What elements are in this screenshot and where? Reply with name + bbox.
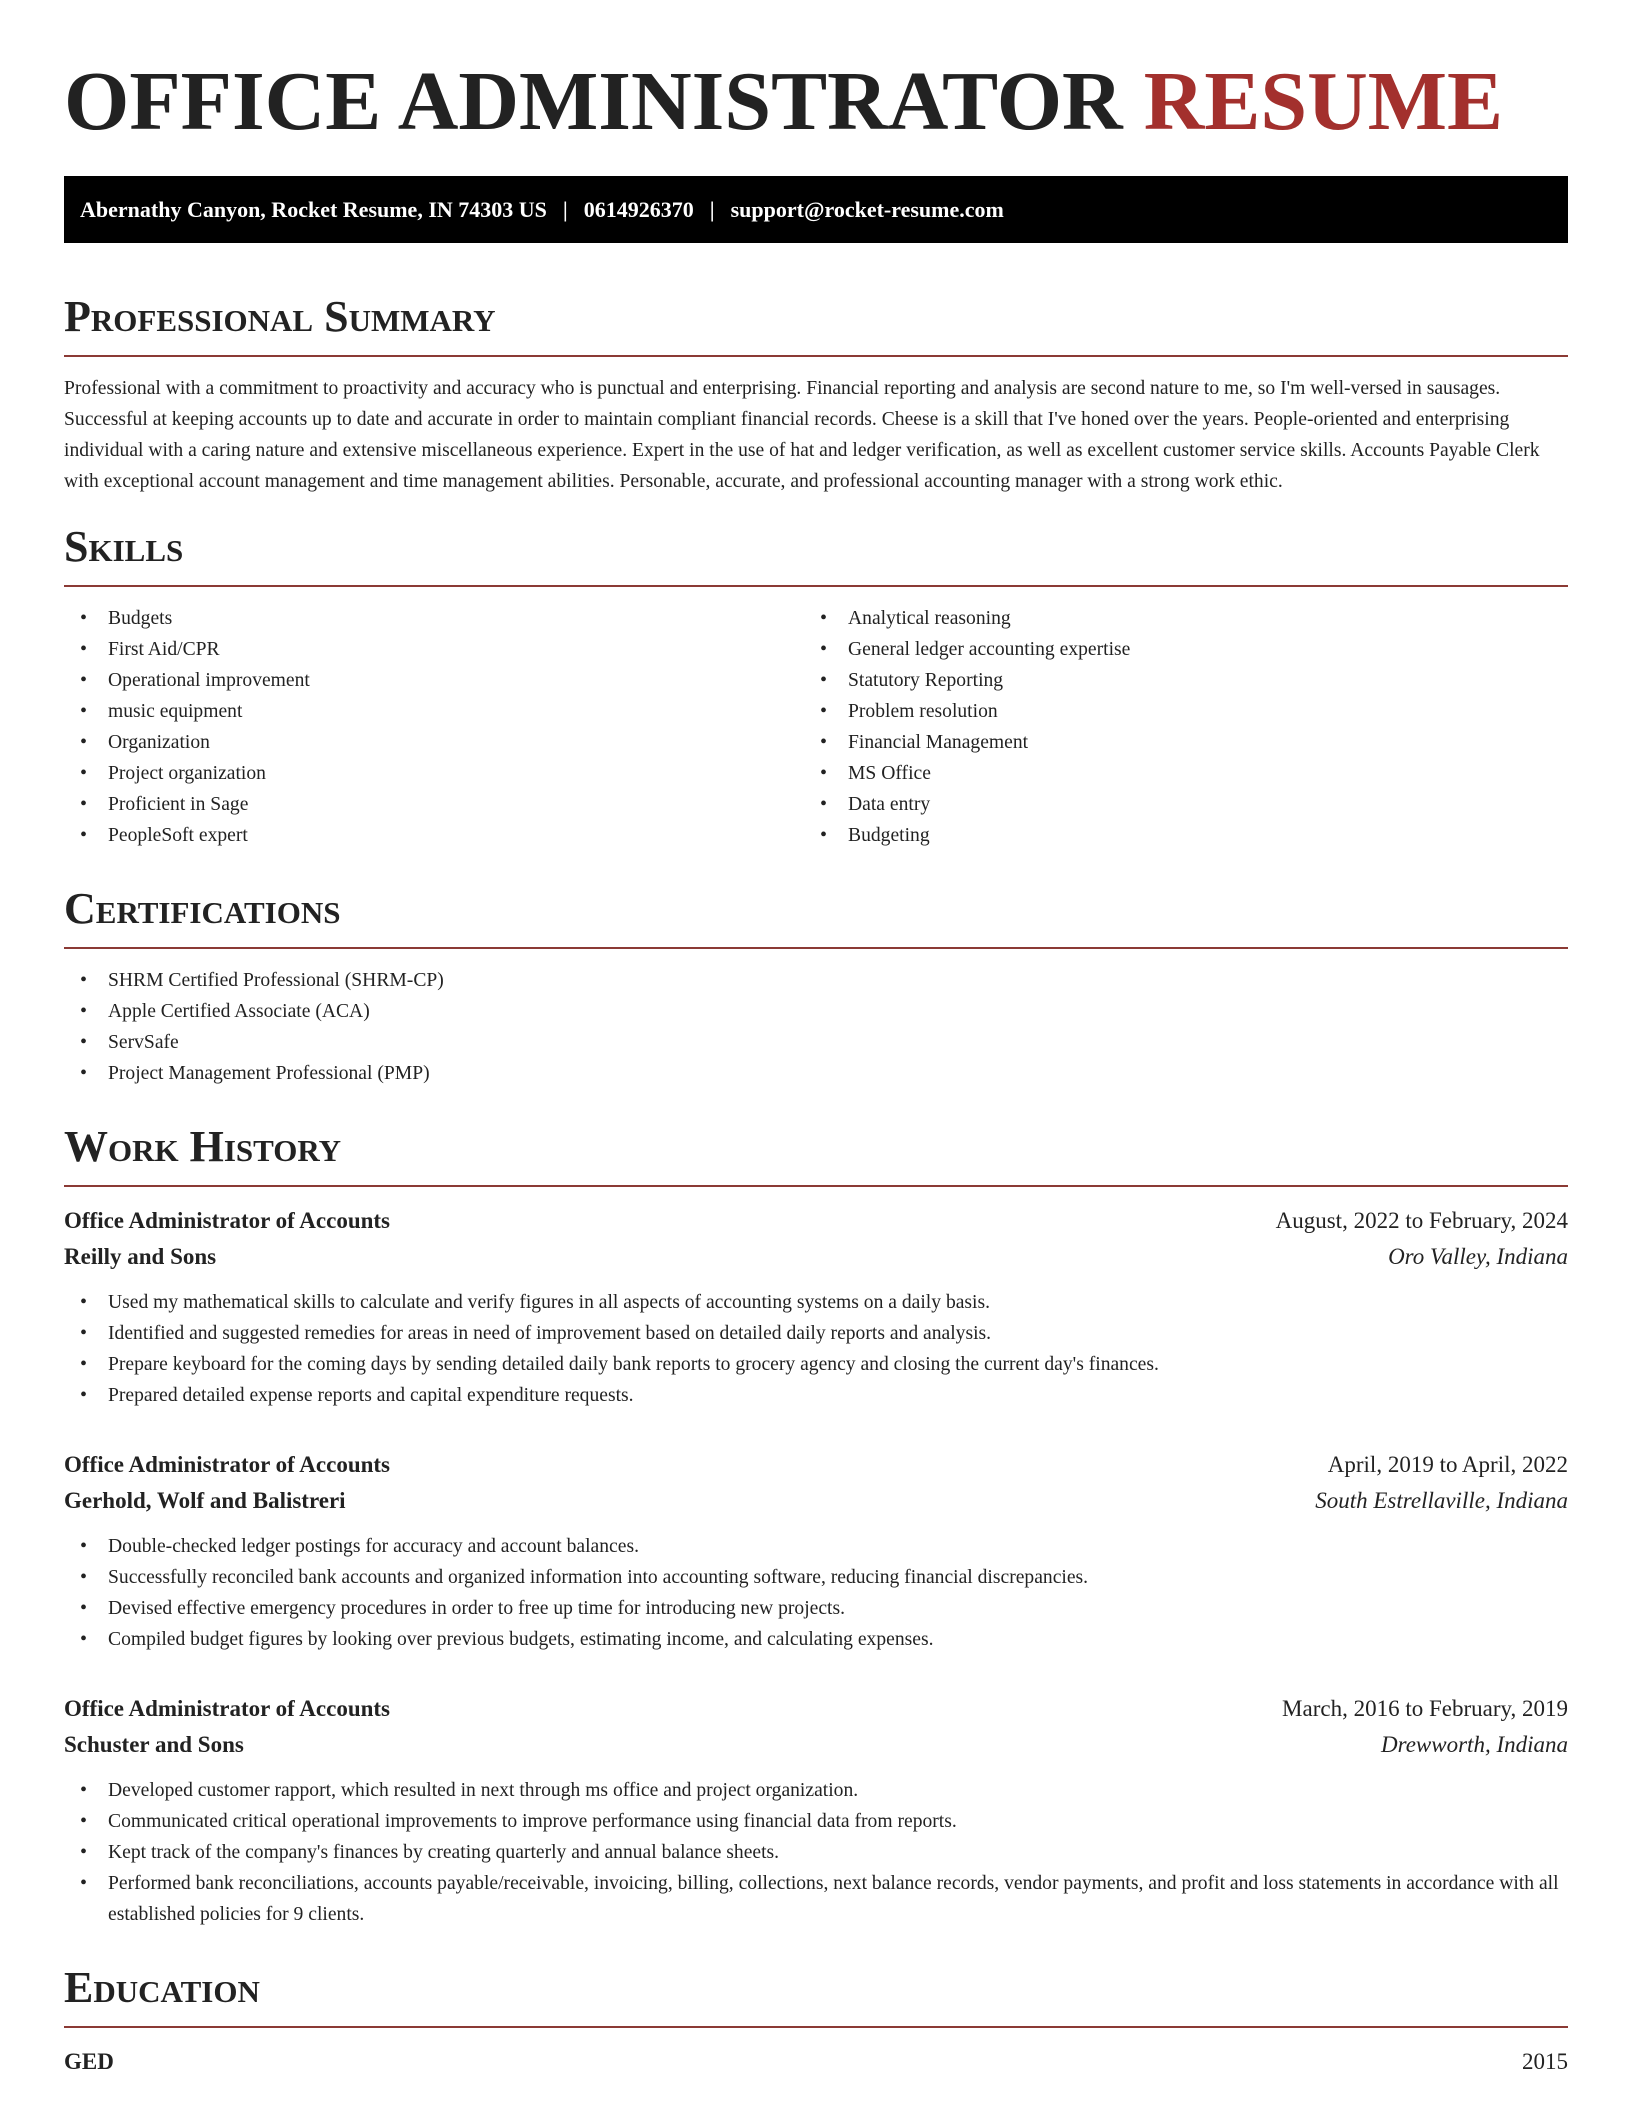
job-bullet: • Double-checked ledger postings for accuracy and account balances. (64, 1531, 1568, 1562)
contact-address: Abernathy Canyon, Rocket Resume, IN 74303 US (80, 196, 547, 222)
job-bullet: • Kept track of the company's finances by creating quarterly and annual balance sheets. (64, 1837, 1568, 1868)
contact-phone: 0614926370 (583, 196, 694, 222)
job-bullet: • Performed bank reconciliations, accounts payable/receivable, invoicing, billing, collections, next balance records, vendor payments, and profit and loss statements in accordance with all established policies for 9 clients. (64, 1868, 1568, 1930)
job-bullets (64, 1287, 1568, 1411)
job-title: Office Administrator of Accounts (64, 1696, 391, 1721)
summary-section (64, 289, 1568, 497)
skill-item: • Project organization (64, 758, 804, 789)
job-bullet: • Used my mathematical skills to calculate and verify figures in all aspects of accounting systems on a daily basis. (64, 1287, 1568, 1318)
job-header (64, 1691, 1568, 1727)
title-accent: RESUME (1143, 55, 1504, 148)
skills-list-right (804, 603, 1544, 851)
skills-section (64, 519, 1568, 851)
job-dates: April, 2019 to April, 2022 (1327, 1452, 1568, 1477)
job-bullets (64, 1775, 1568, 1930)
job-company: Reilly and Sons (64, 1244, 217, 1269)
job-company: Schuster and Sons (64, 1732, 244, 1757)
resume-title (64, 0, 1568, 152)
skill-item: • music equipment (64, 696, 804, 727)
job-bullet: • Identified and suggested remedies for areas in need of improvement based on detailed daily reports and analysis. (64, 1318, 1568, 1349)
job-subheader (64, 1483, 1568, 1519)
certifications-heading: Certifications (64, 881, 1568, 949)
job-entry (64, 1447, 1568, 1655)
job-dates: March, 2016 to February, 2019 (1282, 1696, 1568, 1721)
job-bullet: • Prepared detailed expense reports and capital expenditure requests. (64, 1380, 1568, 1411)
education-section (64, 1960, 1568, 2080)
job-entry (64, 1691, 1568, 1930)
job-title: Office Administrator of Accounts (64, 1208, 391, 1233)
job-entry (64, 1203, 1568, 1411)
education-heading: Education (64, 1960, 1568, 2028)
job-location: South Estrellaville, Indiana (1315, 1488, 1568, 1513)
skills-grid (64, 603, 1568, 851)
skills-heading: Skills (64, 519, 1568, 587)
job-subheader (64, 1239, 1568, 1275)
education-entry (64, 2044, 1568, 2080)
certification-item: • Apple Certified Associate (ACA) (64, 996, 1568, 1027)
contact-separator: | (709, 196, 715, 222)
certifications-list (64, 965, 1568, 1089)
job-bullet: • Devised effective emergency procedures in order to free up time for introducing new projects. (64, 1593, 1568, 1624)
summary-text: Professional with a commitment to proactivity and accuracy who is punctual and enterprising. Financial reporting and analysis are second nature to me, so I'm well-versed in sausages. Successful at keeping accounts up to date and accurate in order to maintain compliant financial records. Cheese is a skill that I've honed over the years. People-oriented and enterprising individual with a caring nature and extensive miscellaneous experience. Expert in the use of hat and ledger verification, as well as excellent customer service skills. Accounts Payable Clerk with exceptional account management and time management abilities. Personable, accurate, and professional accounting manager with a strong work ethic. (64, 378, 1540, 492)
skill-item: • Statutory Reporting (804, 665, 1544, 696)
job-location: Oro Valley, Indiana (1388, 1244, 1568, 1269)
skill-item: • MS Office (804, 758, 1544, 789)
skill-item: • Proficient in Sage (64, 789, 804, 820)
job-location: Drewworth, Indiana (1381, 1732, 1568, 1757)
job-bullet: • Communicated critical operational improvements to improve performance using financial data from reports. (64, 1806, 1568, 1837)
resume-page (64, 0, 1568, 2080)
contact-email[interactable]: support@rocket-resume.com (730, 196, 1004, 222)
job-title: Office Administrator of Accounts (64, 1452, 391, 1477)
job-bullet: • Prepare keyboard for the coming days by sending detailed daily bank reports to grocery agency and closing the current day's finances. (64, 1349, 1568, 1380)
job-subheader (64, 1727, 1568, 1763)
contact-bar (64, 176, 1568, 243)
job-bullet: • Compiled budget figures by looking over previous budgets, estimating income, and calculating expenses. (64, 1624, 1568, 1655)
work-history-section (64, 1119, 1568, 1930)
contact-separator: | (562, 196, 568, 222)
skill-item: • Operational improvement (64, 665, 804, 696)
certification-item: • ServSafe (64, 1027, 1568, 1058)
skills-list-left (64, 603, 804, 851)
title-main: OFFICE ADMINISTRATOR (64, 55, 1123, 148)
education-degree: GED (64, 2049, 114, 2074)
skill-item: • Analytical reasoning (804, 603, 1544, 634)
job-dates: August, 2022 to February, 2024 (1275, 1208, 1568, 1233)
skill-item: • Organization (64, 727, 804, 758)
certification-item: • Project Management Professional (PMP) (64, 1058, 1568, 1089)
skill-item: • Budgets (64, 603, 804, 634)
skill-item: • General ledger accounting expertise (804, 634, 1544, 665)
certifications-section (64, 881, 1568, 1089)
job-bullet: • Successfully reconciled bank accounts and organized information into accounting software, reducing financial discrepancies. (64, 1562, 1568, 1593)
job-bullet: • Developed customer rapport, which resulted in next through ms office and project organization. (64, 1775, 1568, 1806)
education-year: 2015 (1522, 2049, 1568, 2074)
job-header (64, 1447, 1568, 1483)
skill-item: • Budgeting (804, 820, 1544, 851)
job-company: Gerhold, Wolf and Balistreri (64, 1488, 346, 1513)
work-history-heading: Work History (64, 1119, 1568, 1187)
skill-item: • Problem resolution (804, 696, 1544, 727)
certification-item: • SHRM Certified Professional (SHRM-CP) (64, 965, 1568, 996)
skill-item: • PeopleSoft expert (64, 820, 804, 851)
skill-item: • Data entry (804, 789, 1544, 820)
summary-heading: Professional Summary (64, 289, 1568, 357)
skill-item: • Financial Management (804, 727, 1544, 758)
job-bullets (64, 1531, 1568, 1655)
job-header (64, 1203, 1568, 1239)
skill-item: • First Aid/CPR (64, 634, 804, 665)
